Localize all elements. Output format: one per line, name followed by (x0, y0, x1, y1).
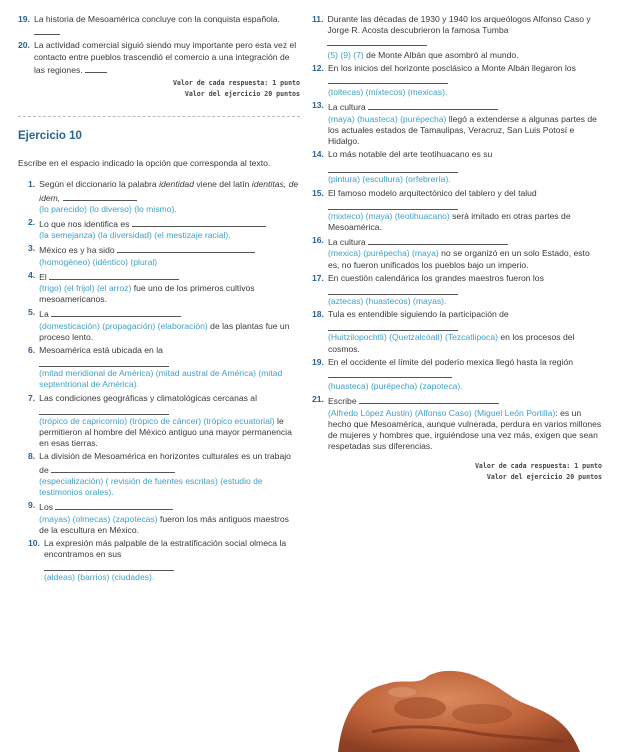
question-text-cont: viene del latín (193, 179, 252, 190)
question-number: 3. (28, 243, 36, 254)
answer-blank[interactable] (368, 100, 498, 110)
score-total: Valor del ejercicio 20 puntos (486, 472, 602, 481)
question-14 (312, 149, 602, 185)
answer-options: (pintura) (escultura) (orfebrería). (327, 174, 451, 185)
answer-options: (huasteca) (purépecha) (zapoteca). (327, 381, 463, 392)
left-column (18, 14, 300, 586)
question-number: 11. (312, 14, 324, 24)
sculpture-eye (394, 697, 446, 719)
question-text: En cuestión calendárica los grandes maestros fueron los (327, 272, 544, 283)
question-3 (28, 243, 300, 267)
question-13 (312, 100, 602, 147)
question-5 (28, 307, 300, 343)
answer-blank[interactable] (51, 463, 175, 473)
sculpture-eye (452, 704, 512, 724)
question-number: 8. (28, 451, 36, 462)
answer-options: (trigo) (el frijol) (el arroz) (39, 283, 132, 294)
question-text: El (39, 271, 47, 282)
question-number: 7. (28, 392, 36, 403)
answer-options: (trópico de capricornio) (trópico de cáncer) (trópico ecuatorial) (39, 415, 275, 426)
answer-blank[interactable] (117, 243, 255, 253)
question-text-cont: fue uno de los primeros cultivos mesoamericanos. (39, 283, 255, 305)
question-text: La historia de Mesoamérica concluye con la conquista española. (33, 14, 280, 24)
answer-blank[interactable] (328, 74, 448, 84)
answer-blank[interactable] (327, 36, 427, 46)
answer-blank[interactable] (328, 162, 458, 173)
question-text-cont: fueron los más antiguos maestros de la escultura en México. (39, 513, 289, 535)
question-2 (28, 217, 300, 241)
question-9 (28, 500, 300, 536)
question-7 (28, 393, 300, 450)
answer-options: (aztecas) (huastecos) (mayas). (327, 296, 447, 307)
question-19-right (312, 357, 602, 393)
answer-blank[interactable] (39, 404, 169, 415)
answer-options: (5) (9) (7) (327, 49, 364, 60)
question-18 (312, 309, 602, 355)
question-number: 13. (312, 100, 324, 111)
term-identidad: identidad (159, 179, 194, 190)
question-4 (28, 270, 300, 306)
question-text: La cultura (327, 237, 366, 248)
question-number: 17. (312, 272, 324, 283)
answer-blank[interactable] (359, 394, 499, 404)
answer-options: (especialización) ( revisión de fuentes escritas) (estudio de testimonios orales). (39, 475, 263, 498)
question-15 (312, 188, 602, 234)
question-number: 19. (18, 14, 30, 24)
question-text-cont: será imitado en otras partes de Mesoamérica. (327, 210, 571, 233)
answer-options: (Alfredo López Austin) (Alfonso Caso) (Miguel León Portilla) (327, 407, 556, 418)
question-number: 21. (312, 394, 324, 405)
question-number: 19. (312, 356, 324, 367)
answer-options: (lo parecido) (lo diverso) (lo mismo). (39, 203, 177, 214)
answer-blank[interactable] (63, 191, 137, 201)
question-text: México es y ha sido (39, 245, 115, 256)
score-per-answer: Valor de cada respuesta: 1 punto (474, 461, 602, 470)
answer-blank[interactable] (328, 284, 458, 295)
question-16 (312, 235, 602, 271)
question-text: La cultura (327, 102, 366, 113)
question-text: En el occidente el límite del poderío mexica llegó hasta la región (327, 356, 574, 367)
question-text: Mesoamérica está ubicada en la (39, 345, 163, 356)
question-number: 20. (18, 40, 30, 51)
answer-options: (toltecas) (mixtecos) (mexicas). (327, 87, 448, 98)
answer-options: (homogéneo) (idéntico) (plural) (39, 256, 158, 267)
question-8 (28, 451, 300, 498)
question-text-cont: : es un hecho que Mesoamérica, aunque vulnerada, perdura en varios millones de mujeres y hombres que, irguiéndose una vez más, exigen que sean respetadas sus diferencias. (327, 407, 602, 452)
answer-options: (maya) (huasteca) (purépecha) (327, 113, 447, 124)
question-number: 1. (28, 179, 36, 190)
question-number: 5. (28, 307, 36, 318)
instructions: Escribe en el espacio indicado la opción que corresponda al texto. (18, 158, 271, 169)
question-number: 14. (312, 149, 324, 160)
question-number: 2. (28, 217, 36, 228)
question-text: El famoso modelo arquitectónico del tablero y del talud (327, 187, 537, 198)
question-text: La actividad comercial siguió siendo muy importante pero esta vez el contacto entre pueblos trascendió el comercio a una integración de las regiones. (33, 40, 297, 75)
score-per-answer: Valor de cada respuesta: 1 punto (172, 79, 300, 88)
question-number: 12. (312, 62, 324, 73)
question-text: Durante las décadas de 1930 y 1940 los arqueólogos Alfonso Caso y Jorge R. Acosta descubrieron la famosa Tumba (327, 14, 591, 36)
question-text-cont: llegó a extenderse a algunas partes de los actuales estados de Tamaulipas, Veracruz, San Luis Potosí e Hidalgo. (327, 113, 597, 147)
answer-options: (mixteco) (maya) (teotihuacano) (327, 210, 450, 221)
question-number: 18. (312, 309, 324, 320)
question-text-cont: le permitieron al hombre del México antiguo una mayor permanencia en esas tierras. (39, 415, 292, 449)
question-19 (18, 14, 300, 38)
clay-sculpture-image (332, 668, 584, 752)
question-text-cont: en los procesos del cosmos. (327, 332, 575, 354)
question-text: La expresión más palpable de la estratificación social olmeca la encontramos en sus (43, 537, 287, 560)
question-12 (312, 63, 602, 99)
question-17 (312, 273, 602, 307)
question-11 (312, 14, 602, 61)
answer-options: (mayas) (olmecas) (zapotecas) (39, 513, 158, 524)
sculpture-highlight (388, 687, 416, 697)
score-total: Valor del ejercicio 20 puntos (184, 90, 300, 99)
question-number: 16. (312, 235, 324, 246)
question-21 (312, 394, 602, 452)
question-text: Tula es entendible siguiendo la participación de (327, 309, 509, 320)
question-text-cont: de Monte Albán que asombró al mundo. (363, 49, 519, 60)
question-text: Según el diccionario la palabra (39, 179, 160, 190)
question-text: Los (39, 502, 54, 513)
question-text: La división de Mesoamérica en horizontes culturales es un trabajo de (39, 451, 291, 475)
question-text: Lo que nos identifica es (39, 219, 130, 230)
right-column (312, 14, 602, 483)
answer-options: (la semejanza) (la diversidad) (el mestizaje racial). (39, 230, 231, 241)
answer-options: (mitad meridional de América) (mitad austral de América) (mitad septentrional de América). (39, 368, 283, 390)
question-number: 4. (28, 269, 36, 280)
question-number: 10. (28, 537, 40, 548)
term-identitas: identitas, de idem, (39, 179, 299, 203)
exercise-title: Ejercicio 10 (18, 130, 82, 143)
answer-blank[interactable] (51, 307, 181, 317)
answer-blank[interactable] (55, 500, 173, 510)
answer-options: (Huitzilopochtli) (Quetzalcóatl) (Tezcatlipoca) (327, 332, 498, 343)
question-20 (18, 40, 300, 76)
question-number: 9. (28, 500, 36, 511)
question-text-cont: de las plantas fue un proceso lento. (39, 320, 290, 342)
answer-blank[interactable] (39, 356, 169, 367)
answer-blank[interactable] (328, 199, 458, 210)
question-text: En los inicios del horizonte posclásico a Monte Albán llegaron los (327, 62, 576, 73)
question-number: 15. (312, 187, 324, 198)
question-6 (28, 345, 300, 391)
answer-options: (mexica) (purépecha) (maya) (327, 248, 439, 259)
answer-blank[interactable] (132, 217, 266, 227)
answer-blank[interactable] (368, 235, 508, 245)
answer-blank[interactable] (49, 270, 179, 280)
answer-blank[interactable] (328, 368, 452, 378)
answer-blank[interactable] (328, 320, 458, 331)
question-text: La (39, 309, 49, 320)
question-text: Las condiciones geográficas y climatológicas cercanas al (39, 392, 257, 403)
question-number: 6. (28, 345, 36, 356)
divider (18, 116, 300, 117)
answer-blank[interactable] (34, 25, 60, 35)
question-text-cont: no se organizó en un solo Estado, esto es, no fueron unificados los pueblos bajo un imperio. (327, 248, 590, 270)
question-text: Lo más notable del arte teotihuacano es su (327, 149, 493, 160)
question-text: Escribe (327, 396, 357, 407)
answer-blank[interactable] (85, 63, 107, 73)
answer-options: (aldeas) (barrios) (ciudades). (43, 572, 155, 583)
question-1 (28, 179, 300, 215)
question-10 (28, 538, 300, 584)
answer-options: (domesticación) (propagación) (elaboración) (39, 320, 208, 331)
answer-blank[interactable] (44, 560, 174, 571)
